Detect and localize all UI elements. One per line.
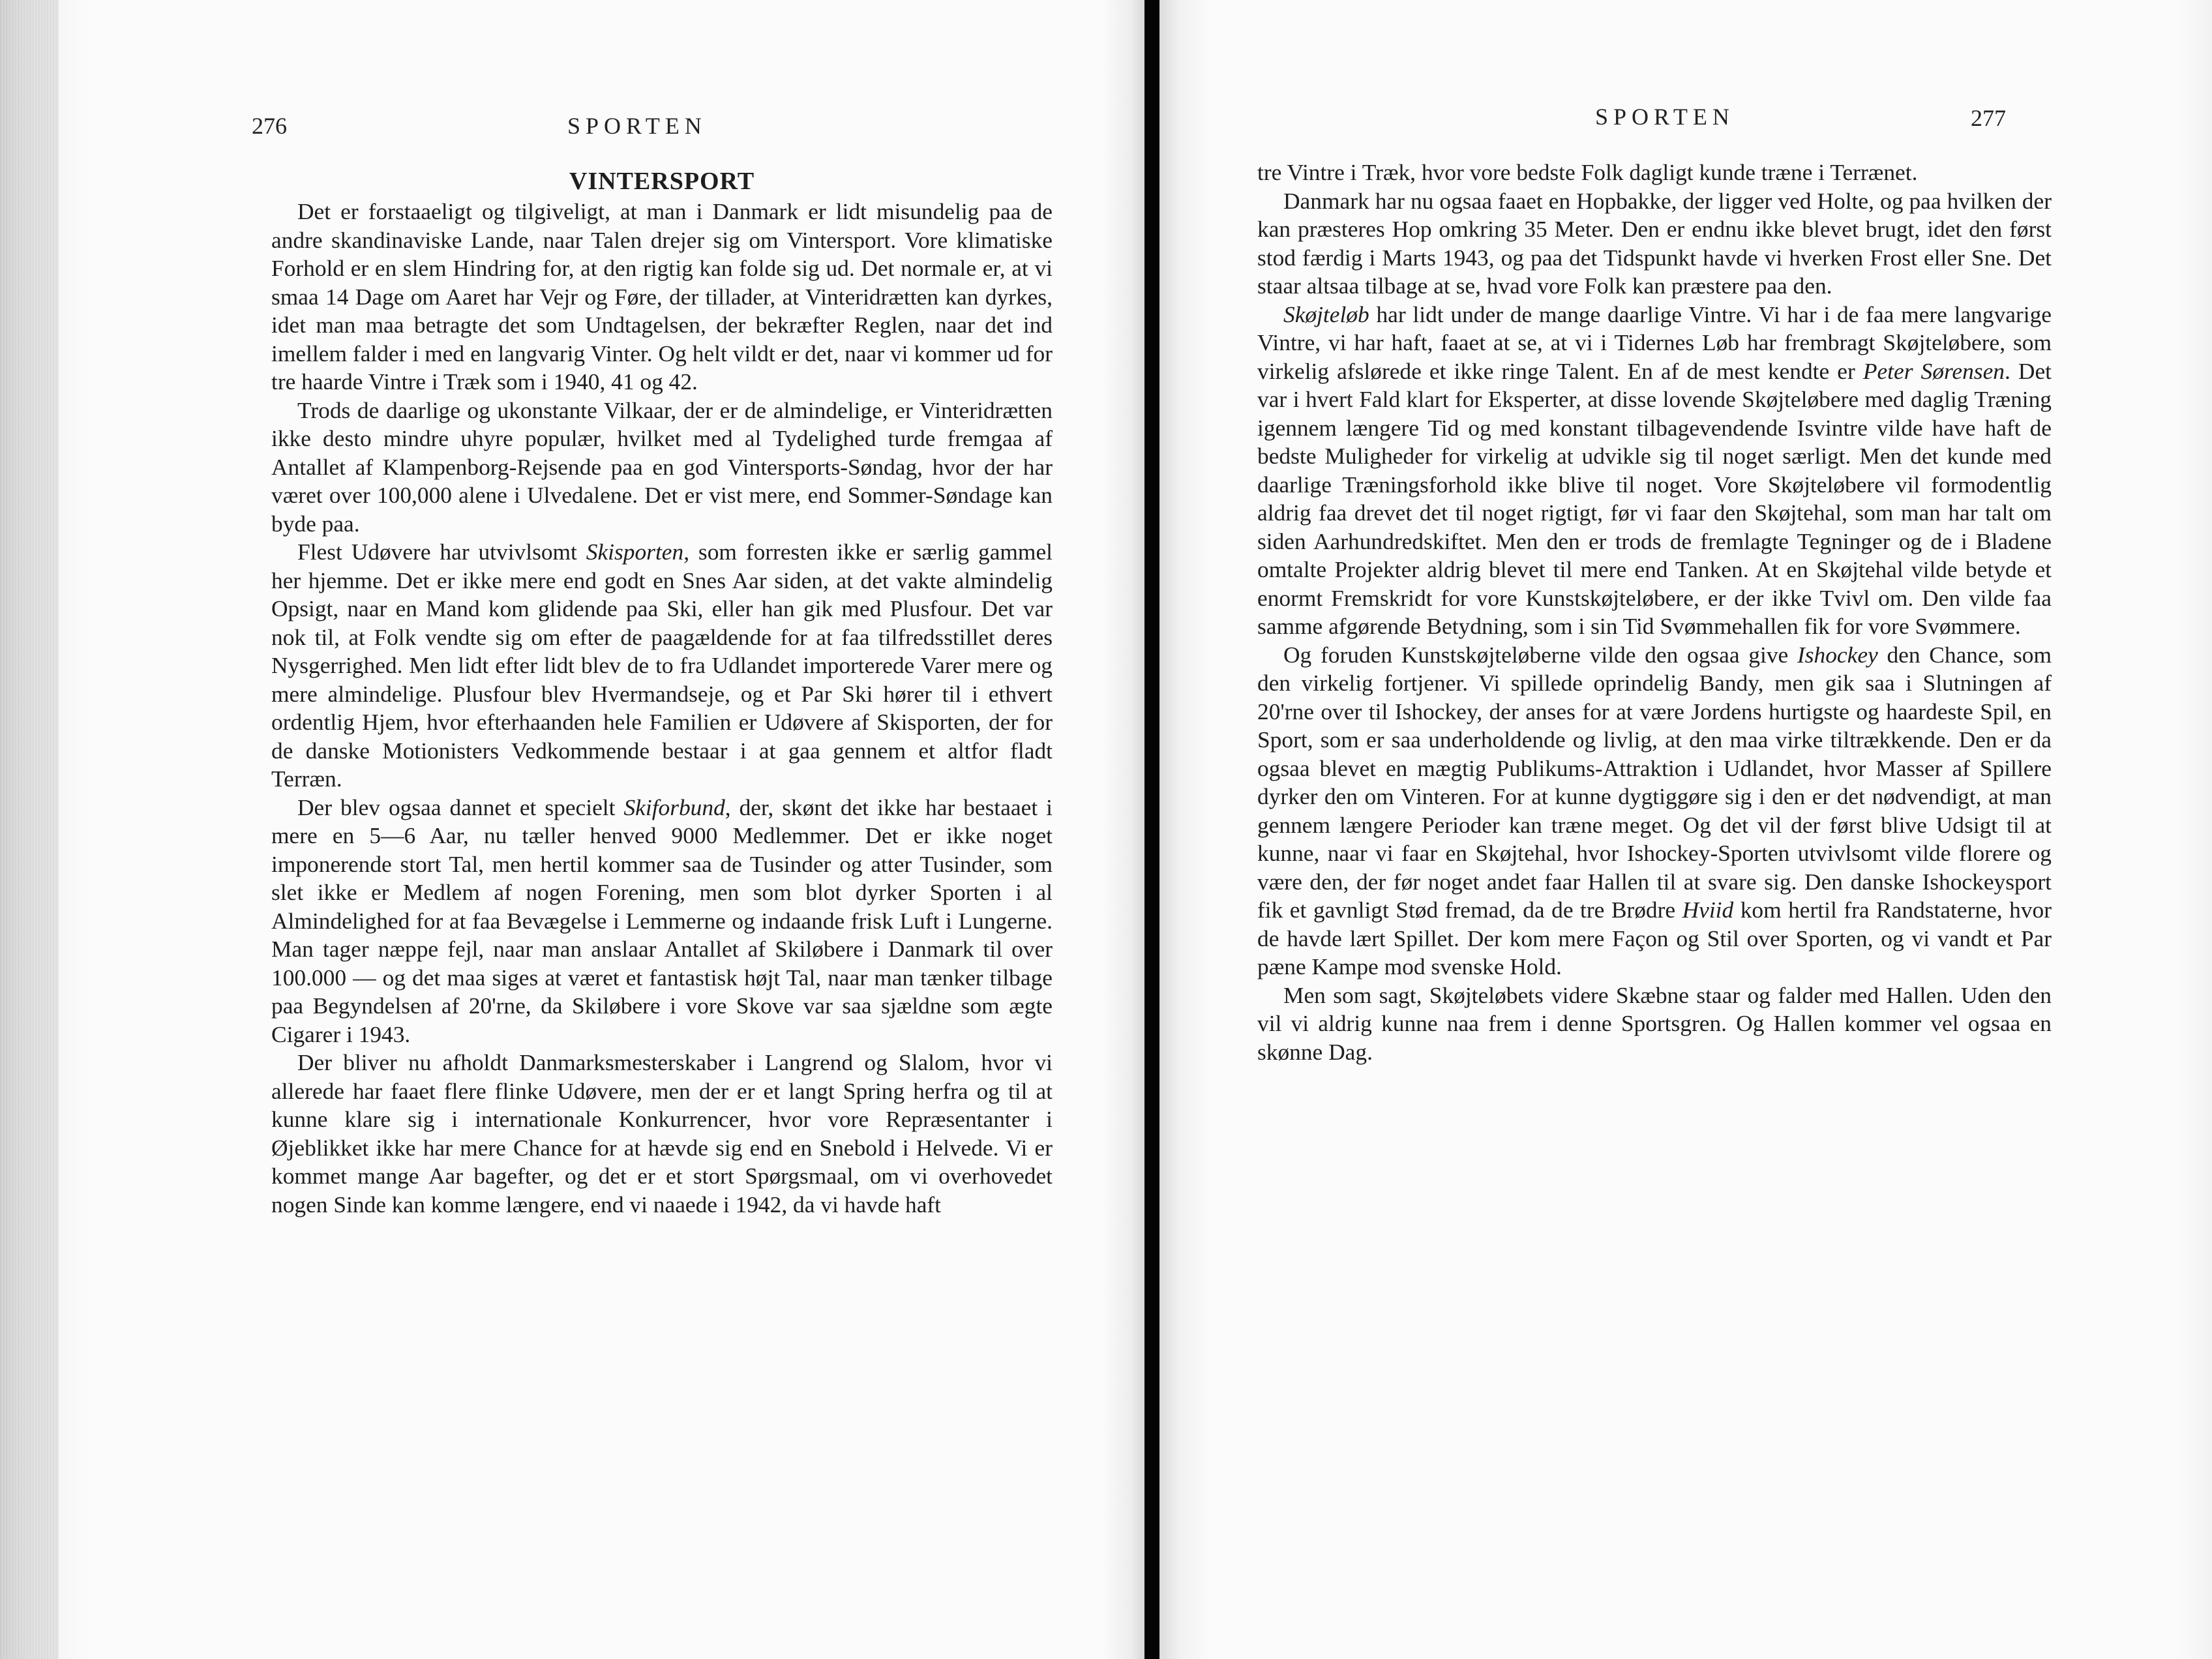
paragraph [271,1049,1053,1219]
italic-term: Peter Sørensen [1862,357,2005,384]
text-run: Danmark har nu ogsaa faaet en Hopbakke, der ligger ved Holte, og paa hvilken der kan præsteres Hop omkring 35 Meter. Den er endnu ikke blevet brugt, idet den først stod færdig i Marts 1943, og paa det Tidspunkt havde vi hverken Frost eller Sne. Det staar altsaa tilbage at se, hvad vore Folk kan præstere paa den. [1257,187,2052,299]
running-head-left: SPORTEN [567,113,707,139]
text-run: Der blev ogsaa dannet et specielt [297,794,624,820]
paragraph [271,396,1053,539]
right-text-block [1257,158,2052,1066]
paragraph [1257,981,2052,1067]
paragraph [271,538,1053,794]
page-number-left: 276 [252,113,287,139]
text-run: Og foruden Kunstskøjteløberne vilde den ogsaa give [1283,641,1797,668]
text-run: Men som sagt, Skøjteløbets videre Skæbne staar og falder med Hallen. Uden den vil vi aldrig kunne naa frem i denne Sportsgren. Og Hallen kommer vel ogsaa en skønne Dag. [1257,981,2052,1065]
paragraph [1257,187,2052,301]
running-head-right: SPORTEN [1595,104,1735,130]
italic-term: Skiforbund [623,794,725,820]
paragraph [1257,641,2052,981]
left-text-block [271,166,1053,1219]
italic-term: Hviid [1682,897,1734,923]
paragraph [1257,301,2052,641]
text-run: Trods de daarlige og ukonstante Vilkaar, der er de almindelige, er Vinteridrætten ikke desto mindre uhyre populær, hvilket med al Tydelighed turde fremgaa af Antallet af Klampenborg-Rejsende paa en god Vintersports-Søndag, hvor der har været over 100,000 alene i Ulvedalene. Det er vist mere, end Sommer-Søndage kan byde paa. [271,396,1053,537]
paragraph [271,198,1053,396]
text-run: . Det var i hvert Fald klart for Eksperter, at disse lovende Skøjteløbere med daglig Træning igennem længere Tid og med konstant tilbagevendende Isvintre vilde have haft de bedste Muligheder for virkelig at udvikle sig til noget særligt. Men det kunde med daarlige Træningsforhold ikke blive til noget. Vore Skøjteløbere vil formodentlig aldrig faa drevet det til noget rigtigt, før vi faar den Skøjtehal, som man har talt om siden Aarhundredskiftet. Men den er trods de fremlagte Tegninger og de i Bladene omtalte Projekter aldrig blevet til mere end Tanken. At en Skøjtehal vilde betyde et enormt Fremskridt for vore Kunstskøjteløbere, er der ikke Tvivl om. Den vilde faa samme afgørende Betydning, som i sin Tid Svømmehallen fik for vore Svømmere. [1257,357,2052,639]
text-run: , som forresten ikke er særlig gammel her hjemme. Det er ikke mere end godt en Snes Aar siden, at det vakte almindelig Opsigt, naar en Mand kom glidende paa Ski, eller han gik med Plusfour. Det var nok til, at Folk vendte sig om efter de paagældende for at faa tilfredsstillet deres Nysgerrighed. Men lidt efter lidt blev de to fra Udlandet importerede Varer mere og mere almindelige. Plusfour blev Hvermandseje, og et Par Ski hører til i ethvert ordentlig Hjem, hvor efterhaanden hele Familien er Udøvere af Skisporten, der for de danske Motionisters Vedkommende bestaar i at gaa gennem et altfor fladt Terræn. [271,539,1053,792]
paragraph [271,794,1053,1049]
text-run: den Chance, som den virkelig fortjener. Vi spillede oprindelig Bandy, men gik saa i Slutningen af 20'rne over til Ishockey, der anses for at være Jordens hurtigste og haardeste Spil, en Sport, som er saa underholdende og livlig, at den maa virke tiltrækkende. Den er da ogsaa blevet en mægtig Publikums-Attraktion i Udlandet, hvor Masser af Spillere dyrker den om Vinteren. For at kunne dygtiggøre sig i den er det nødvendigt, at man gennem længere Perioder kan træne meget. Og det vil der først blive Udsigt til at kunne, naar vi faar en Skøjtehal, hvor Ishockey-Sporten utvivlsomt vilde florere og være den, der før noget andet faar Hallen til at svare sig. Den danske Ishockeysport fik et gavnligt Stød fremad, da de tre Brødre [1257,641,2052,923]
book-gutter [1144,0,1159,1659]
text-run: har lidt under de mange daarlige Vintre. Vi har i de faa mere langvarige Vintre, vi har haft, faaet at se, at vi i Tidernes Løb har frembragt Skøjteløbere, som virkelig afslørede et ikke ringe Talent. En af de mest kendte er [1257,301,2052,384]
text-run: tre Vintre i Træk, hvor vore bedste Folk dagligt kunde træne i Terrænet. [1257,159,1918,185]
text-run: Der bliver nu afholdt Danmarksmesterskaber i Langrend og Slalom, hvor vi allerede har faaet flere flinke Udøvere, men der er et langt Spring herfra og til at kunne klare sig i internationale Konkurrencer, hvor vore Repræsentanter i Øjeblikket ikke har mere Chance for at hævde sig end en Snebold i Helvede. Vi er kommet mange Aar bagefter, og det er et stort Spørgsmaal, om vi overhovedet nogen Sinde kan komme længere, end vi naaede i 1942, da vi havde haft [271,1049,1053,1218]
right-page [1159,0,2212,1659]
section-title: VINTERSPORT [569,168,755,195]
italic-term: Ishockey [1797,641,1878,668]
page-edge-stack [0,0,59,1659]
page-number-right: 277 [1971,105,2006,131]
text-run: kom hertil fra Randstaterne, hvor de havde lært Spillet. Der kom mere Façon og Stil over Sporten, og vi vandt et Par pæne Kampe mod svenske Hold. [1257,897,2052,979]
text-run: Det er forstaaeligt og tilgiveligt, at man i Danmark er lidt misundelig paa de andre skandinaviske Lande, naar Talen drejer sig om Vintersport. Vore klimatiske Forhold er en slem Hindring for, at den rigtig kan folde sig ud. Det normale er, at vi smaa 14 Dage om Aaret har Vejr og Føre, der tillader, at Vinteridrætten kan dyrkes, idet man maa betragte det som Undtagelsen, der bekræfter Reglen, naar det ind imellem falder i med en langvarig Vinter. Og helt vildt er det, naar vi kommer ud for tre haarde Vintre i Træk som i 1940, 41 og 42. [271,198,1053,395]
italic-term: Skisporten [586,539,684,565]
italic-term: Skøjteløb [1283,301,1369,327]
text-run: Flest Udøvere har utvivlsomt [297,539,586,565]
paragraph [1257,158,2052,187]
text-run: , der, skønt det ikke har bestaaet i mere en 5—6 Aar, nu tæller henved 9000 Medlemmer. Det er ikke noget imponerende stort Tal, men hertil kommer saa de Tusinder og atter Tusinder, som slet ikke er Medlem af nogen Forening, men som blot dyrker Sporten i al Almindelighed for at faa Bevægelse i Lemmerne og indaande frisk Luft i Lungerne. Man tager næppe fejl, naar man anslaar Antallet af Skiløbere i Danmark til over 100.000 — og det maa siges at været et fantastisk højt Tal, naar man tænker tilbage paa Begyndelsen af 20'rne, da Skiløbere i vore Skove var saa sjældne som ægte Cigarer i 1943. [271,794,1053,1047]
